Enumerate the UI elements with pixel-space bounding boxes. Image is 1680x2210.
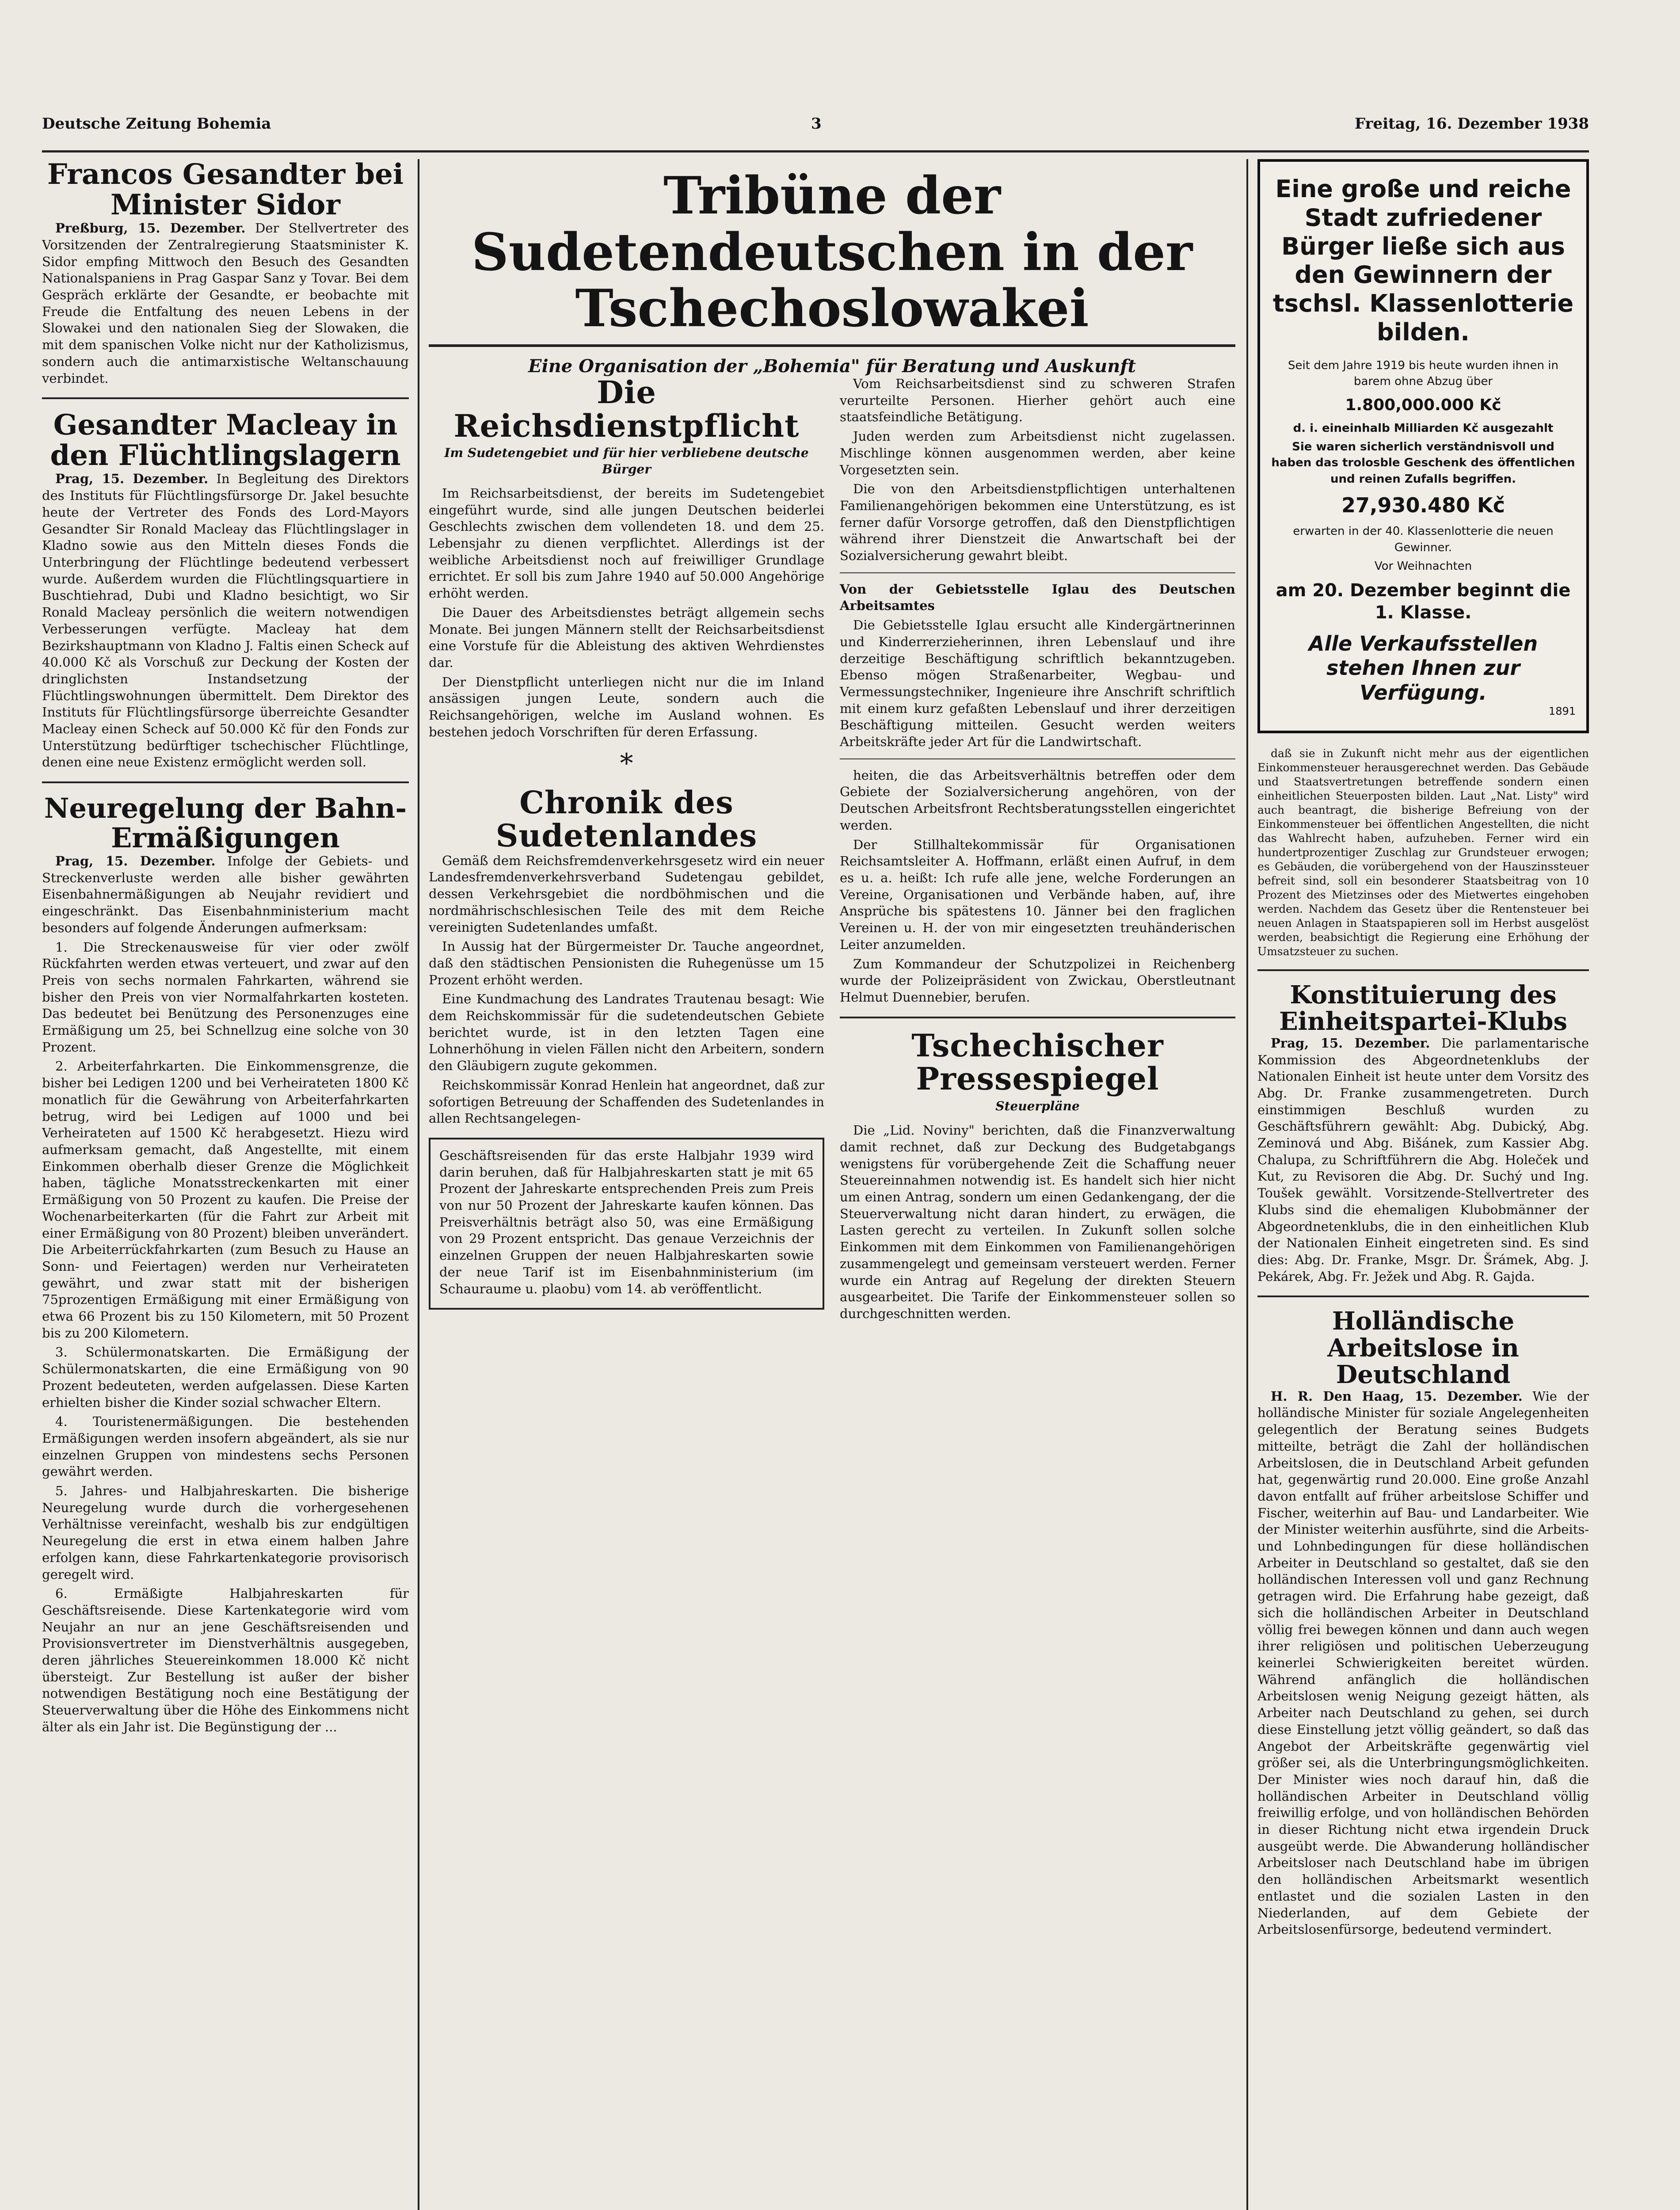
article-title: Francos Gesandter bei Minister Sidor (47, 159, 404, 222)
ad-headline: Eine große und reiche Stadt zufriedener Bürger ließe sich aus den Gewinnern der tschsl. Klassenlotterie bilden. (1272, 175, 1574, 346)
article-paragraph: 2. Arbeiterfahrkarten. Die Einkommensgrenze, die bisher bei Ledigen 1200 und bei Verheirateten 1800 Kč monatlich für die Gewährung von Arbeiterfahrkarten betrug, wird bei Ledigen auf 1000 und bei Verheirateten auf 1500 Kč herabgesetzt. Hiezu wird aufmerksam gemacht, daß Angestellte, mit einem Einkommen oberhalb dieser Grenze die Möglichkeit haben, tägliche Monatsstreckenkarten mit einer Ermäßigung von 50 Prozent zu kaufen. Die Preise der Wochenarbeiterkarten (für die Fahrt zur Arbeit mit einer Ermäßigung von 80 Prozent) bleiben unverändert. Die Arbeiterrückfahrkarten (zum Besuch zu Hause an Sonn- und Feiertagen) werden nur Verheirateten gewährt, und zwar statt mit der bisherigen 75prozentigen Ermäßigung mit einer Ermäßigung von etwa 66 Prozent bis zu 150 Kilometern, mit 50 Prozent bis zu 200 Kilometern. (42, 1059, 409, 1341)
article-title: Die Reichsdienstpflicht (453, 374, 800, 444)
article-title: Gesandter Macleay in den Flüchtlingslagern (50, 408, 401, 472)
article-title: Konstituierung des Einheitspartei-Klubs (1279, 980, 1567, 1036)
divider (840, 572, 1235, 573)
header-rule (42, 150, 1589, 152)
article-paragraph: Die Dauer des Arbeitsdienstes beträgt allgemein sechs Monate. Bei jungen Männern stellt der Reichsarbeitsdienst eine Vorstufe für die Ableistung des aktiven Wehrdienstes dar. (429, 605, 824, 670)
article-paragraph: Gemäß dem Reichsfremdenverkehrsgesetz wird ein neuer Landesfremdenverkehrsverband Sudetengau gebildet, dessen Verkehrsgebiet die nordböhmischen und die nordmährischschlesischen Teile des mit dem Reiche vereinigten Sudetenlandes umfaßt. (429, 853, 824, 935)
article-paragraph: Die Gebietsstelle Iglau ersucht alle Kindergärtnerinnen und Kinderrerzieherinnen, ihren Lebenslauf und ihre derzeitige Beschäftigung schriftlich bekanntzugeben. Ebenso mögen Straßenarbeiter, Wegbau- und Vermessungstechniker, Ingenieure ihre Anschrift schriftlich mit einem kurz gefaßten Lebenslauf und ihrer derzeitigen Beschäftigung mitteilen. Gesucht werden weiters Arbeitskräfte jeder Art für die Landwirtschaft. (840, 617, 1235, 750)
tribune-right-column (840, 376, 1235, 1325)
ad-text: erwarten in der 40. Klassenlotterie die neuen Gewinner. (1293, 525, 1554, 554)
ad-start-date: am 20. Dezember beginnt die 1. Klasse. (1276, 580, 1571, 623)
left-column (42, 159, 409, 1738)
article-macleay (42, 410, 409, 771)
article-paragraph: 3. Schülermonatskarten. Die Ermäßigung der Schülermonatskarten, die eine Ermäßigung von 90 Prozent bedeuteten, werden aufgelassen. Diese Karten erhielten bisher die Kinder sozial schwacher Eltern. (42, 1345, 409, 1410)
article-klubs (1257, 982, 1589, 1285)
article-body: H. R. Den Haag, 15. Dezember. Wie der holländische Minister für soziale Angelegenheiten gelegentlich der Beratung seines Budgets mitteilte, beträgt die Zahl der holländischen Arbeitslosen, die in Deutschland Arbeit gefunden hat, gegenwärtig rund 20.000. Eine große Anzahl davon entfallt auf früher arbeitslose Schiffer und Fischer, weiterhin auf Bau- und Landarbeiter. Wie der Minister weiterhin ausführte, sind die Arbeits- und Lohnbedingungen für diese holländischen Arbeiter in Deutschland so gestaltet, daß sie den holländischen Interessen voll und ganz Rechnung getragen wird. Die Erfahrung habe gezeigt, daß sich die holländischen Arbeiter in Deutschland völlig frei bewegen können und dann auch wegen ihrer religiösen und politischen Ueberzeugung keinerlei Schwierigkeiten bereitet würden. Während anfänglich die holländischen Arbeitslosen wenig Neigung gezeigt hätten, als Arbeiter nach Deutschland zu gehen, sei durch diese Einstellung jetzt völlig geändert, so daß das Angebot der Arbeitskräfte gegenwärtig viel größer sei, als die Unterbringungsmöglichkeiten. Der Minister wies noch darauf hin, daß die holländischen Arbeiter in Deutschland völlig freiwillig erfolge, und von holländischen Behörden in dieser Richtung nicht etwa irgendein Druck ausgeübt werde. Die Abwanderung holländischer Arbeitsloser nach Deutschland habe im übrigen den holländischen Arbeitsmarkt wesentlich entlastet und die sozialen Lasten in den Niederlanden, auf dem Gebiete der Arbeitslosenfürsorge, bedeutend vermindert. (1257, 1388, 1589, 1937)
divider (42, 397, 409, 399)
tribune-left-column (429, 376, 824, 1310)
ad-text: Seit dem Jahre 1919 bis heute wurden ihnen in barem ohne Abzug über (1288, 358, 1558, 389)
running-header (42, 110, 1589, 146)
article-paragraph: Die von den Arbeitsdienstpflichtigen unterhaltenen Familienangehörigen bekommen eine Unterstützung, es ist ferner dafür Vorsorge getroffen, daß den Dienstpflichtigen während ihrer Dienstzeit die Anwartschaft bei der Sozialversicherung gewahrt bleibt. (840, 481, 1235, 564)
divider (840, 1017, 1235, 1018)
article-paragraph: 1. Die Streckenausweise für vier oder zwölf Rückfahrten werden etwas verteuert, und zwar auf den Preis von sechs normalen Fahrkarten, während sie bisher den Preis von vier Normalfahrkarten kosteten. Das bedeutet bei Benützung des Personenzuges eine Ermäßigung um 25, bei Schnellzug eine solche von 30 Prozent. (42, 939, 409, 1055)
newspaper-page (42, 102, 1589, 2210)
article-paragraph: Der Stillhaltekommissär für Organisationen Reichsamtsleiter A. Hoffmann, erläßt einen Aufruf, in dem es u. a. heißt: Ich rufe alle jene, welche Forderungen an Vereine, Organisationen und Verbände haben, auf, ihre Ansprüche bis spätestens 10. Jänner bei den fraglichen Vereinen u. H. der von mir eingesetzten treuhänderischen Leiter anzumelden. (840, 837, 1235, 952)
article-paragraph: daß sie in Zukunft nicht mehr aus der eigentlichen Einkommensteuer herausgerechnet werden. Das Gebäude und Staatsvertretungen betreffende sondern einen einheitlichen Steuerposten bilden. Laut „Nat. Listy" wird auch beantragt, die bisherige Befreiung von der Einkommensteuer bei öffentlichen Angestellten, die nicht das Wahlrecht haben, aufzuheben. Ferner wird ein hundertprozentiger Zuschlag zur Grundsteuer erwogen; es Gebäuden, die vorübergehend von der Hauszinssteuer befreit sind, soll ein besonderer Staatsbeitrag von 10 Prozent des Mietzinses oder des Mietwertes eingehoben werden. Nachdem das Gesetz über die Rentensteuer bei neuen Anlagen in Staatspapieren soll im Herbst ausgelöst werden, beabsichtigt die Regierung eine Erhöhung der Umsatzsteuer zu suchen. (1257, 747, 1589, 958)
column-separator (418, 159, 419, 2210)
article-body: Preßburg, 15. Dezember. Der Stellvertreter des Vorsitzenden der Zentralregierung Staatsminister K. Sidor empfing Mittwoch den Besuch des Gesandten Nationalspaniens in Prag Gaspar Sanz y Tovar. Bei dem Gespräch erklärte der Gesandte, er beobachte mit Freude die Entfaltung des neuen Lebens in der Slowakei und den nationalen Sieg der Slowaken, die mit dem spanischen Volke nicht nur der Katholizismus, sondern auch die antimarxistische Weltanschauung verbindet. (42, 221, 409, 386)
article-paragraph: 6. Ermäßigte Halbjahreskarten für Geschäftsreisende. Diese Kartenkategorie wird vom Neujahr an nur an jene Geschäftsreisenden und Provisionsvertreter im Dienstverhältnis ausgegeben, deren jährliches Steuereinkommen 18.000 Kč nicht übersteigt. Zur Bestellung ist außer der bisher notwendigen Bestätigung noch eine Bestätigung der Steuerverwaltung über die Höhe des Einkommens nicht älter als ein Jahr ist. Die Begünstigung der ... (42, 1586, 409, 1734)
divider (429, 344, 1235, 347)
divider (1257, 969, 1589, 971)
tribune-section (429, 159, 1235, 2210)
article-paragraph: Eine Kundmachung des Landrates Trautenau besagt: Wie dem Reichskommissär für die sudetendeutschen Gebiete berichtet wurde, ist in den letzten Tagen eine Lohnerhöhung in vielen Fällen nicht den Arbeitern, sondern den Gläubigern zugute gekommen. (429, 991, 824, 1074)
header-paper-name: Deutsche Zeitung Bohemia (42, 115, 271, 133)
article-title: Chronik des Sudetenlandes (495, 784, 758, 854)
article-paragraph: Reichskommissär Konrad Henlein hat angeordnet, daß zur sofortigen Betreuung der Schaffenden des Sudetenlandes in allen Rechtsangelegen- (429, 1077, 824, 1126)
article-body: Prag, 15. Dezember. In Begleitung des Direktors des Instituts für Flüchtlingsfürsorge Dr. Jakel besuchte heute der Vertreter des Fonds des Lord-Mayors Gesandter Sir Ronald Macleay das Flüchtlingslager in Kladno sowie aus den Mitteln dieses Fonds die Unterbringung der Flüchtlinge bedeutend verbessert wurde. Außerdem wurden die Flüchtlingsquartiere in Buschtiehrad, Dubi und Kladno besichtigt, wo Sir Ronald Macleay persönlich die weitern notwendigen Verbesserungen verfügte. Macleay hat dem Bezirkshauptmann von Kladno J. Faltis einen Scheck auf 40.000 Kč als Vorschuß zur Deckung der Kosten der dringlichsten Instandsetzung der Flüchtlingswohnungen übermittelt. Dem Direktor des Instituts für Flüchtlingsfürsorge überreichte Gesandter Macleay einen Scheck auf 50.000 Kč für den Fonds zur Unterstützung bedürftiger tschechischer Flüchtlinge, denen eine neue Existenz ermöglicht werden soll. (42, 471, 409, 770)
article-title: Neuregelung der Bahn-Ermäßigungen (44, 792, 407, 854)
ad-text: d. i. eineinhalb Milliarden Kč ausgezahlt (1293, 421, 1554, 435)
article-paragraph: Zum Kommandeur der Schutzpolizei in Reichenberg wurde der Polizeipräsident von Zwickau, Oberstleutnant Helmut Duennebier, berufen. (840, 956, 1235, 1005)
asterisk-divider: * (620, 747, 633, 779)
column-separator (1246, 159, 1248, 2210)
article-subtitle: Im Sudetengebiet und für hier verbliebene deutsche Bürger (444, 446, 809, 476)
article-paragraph: Vom Reichsarbeitsdienst sind zu schweren Strafen verurteilte Personen. Hierher gehört auch eine staatsfeindliche Betätigung. (840, 376, 1235, 425)
article-paragraph: Juden werden zum Arbeitsdienst nicht zugelassen. Mischlinge können ausgenommen werden, aber keine Vorgesetzten sein. (840, 429, 1235, 477)
article-paragraph: 5. Jahres- und Halbjahreskarten. Die bisherige Neuregelung wurde durch die vorhergesehenen Verhältnisse vereinfacht, weshalb bis zur endgültigen Neuregelung die erst in etwa einem halben Jahre erfolgen kann, diese Fahrkartenkategorie provisorisch geregelt wird. (42, 1483, 409, 1582)
article-subtitle: Steuerpläne (995, 1098, 1080, 1113)
boxed-note (429, 1138, 824, 1310)
article-title: Von der Gebietsstelle Iglau des Deutschen Arbeitsamtes (840, 581, 1235, 613)
article-paragraph: 4. Touristenermäßigungen. Die bestehenden Ermäßigungen werden insofern abgeändert, als sie nur einzelnen Gruppen von mindestens sechs Personen gewährt werden. (42, 1414, 409, 1479)
boxed-note-text: Geschäftsreisenden für das erste Halbjahr 1939 wird darin beruhen, daß für Halbjahreskarten statt je mit 65 Prozent der Jahreskarte entsprechenden Preis zum Preis von nur 50 Prozent der Jahreskarte kaufen können. Das Preisverhältnis beträgt also 50, was eine Ermäßigung von 29 Prozent entspricht. Das genaue Verzeichnis der einzelnen Gruppen der neuen Halbjahreskarten sowie der neue Tarif ist im Eisenbahnministerium (im Schauraume u. plaobu) vom 14. ab veröffentlicht. (439, 1147, 814, 1296)
ad-amount: 27,930.480 Kč (1341, 493, 1505, 518)
article-paragraph: Die „Lid. Noviny" berichten, daß die Finanzverwaltung damit rechnet, daß zur Deckung des Budgetabgangs wenigstens für vorübergehende Zeit die Schaffung neuer Steuereinnahmen notwendig ist. Es handelt sich hier nicht um einen Antrag, sondern um einen Gedankengang, der die Steuerverwaltung nicht daran hindert, zu erwägen, die Lasten gerecht zu verteilen. In Zukunft sollen solche Einkommen mit dem Einkommen von Familienangehörigen zusammengelegt und gemeinsam versteuert werden. Ferner wurde ein Antrag auf Regelung der direkten Steuern ausgearbeitet. Die Tarife der Einkommensteuer sollen so durchgeschnitten werden. (840, 1123, 1235, 1321)
ad-amount: 1.800,000.000 Kč (1345, 396, 1501, 414)
article-paragraph: heiten, die das Arbeitsverhältnis betreffen oder dem Gebiete der Sozialversicherung angehören, von der Deutschen Arbeitsfront Rechtsberatungsstellen eingerichtet werden. (840, 767, 1235, 833)
article-paragraph: Der Dienstpflicht unterliegen nicht nur die im Inland ansässigen jungen Leute, sondern auch die Reichsangehörigen, welche im Ausland wohnen. Es bestehen jedoch Vorschriften für deren Erfassung. (429, 674, 824, 739)
divider (840, 758, 1235, 759)
ad-text: Sie waren sicherlich verständnisvoll und haben das trolosble Geschenk des öffentlichen und reinen Zufalls begriffen. (1271, 440, 1575, 486)
article-paragraph: Im Reichsarbeitsdienst, der bereits im Sudetengebiet eingeführt wurde, sind alle jungen Deutschen beiderlei Geschlechts zwischen dem vollendeten 18. und dem 25. Lebensjahr zu dienen verpflichtet. Allerdings ist der weibliche Arbeitsdienst noch auf freiwilliger Grundlage errichtet. Er soll bis zum Jahre 1940 auf 50.000 Angehörige erhöht werden. (429, 485, 824, 601)
divider (42, 781, 409, 783)
ad-code: 1891 (1548, 705, 1576, 717)
article-franco (42, 159, 409, 387)
ad-closing: Alle Verkaufsstellen stehen Ihnen zur Verfügung. (1308, 632, 1538, 705)
article-title: Holländische Arbeitslose in Deutschland (1327, 1307, 1519, 1390)
article-paragraph: In Aussig hat der Bürgermeister Dr. Tauche angeordnet, daß den städtischen Pensionisten die Ruhegenüsse um 15 Prozent erhöht werden. (429, 939, 824, 987)
article-body: Prag, 15. Dezember. Infolge der Gebiets- und Streckenverluste werden alle bisher gewährten Eisenbahnermäßigungen ab Neujahr revidiert und eingeschränkt. Das Eisenbahnministerium macht besonders auf folgende Änderungen aufmerksam: (42, 854, 409, 935)
lottery-advertisement (1257, 159, 1589, 733)
ad-text: Vor Weihnachten (1374, 559, 1472, 573)
right-column (1257, 159, 1589, 1941)
article-holland (1257, 1308, 1589, 1938)
tribune-title: Tribüne der Sudetendeutschen in der Tschechoslowakei (471, 166, 1193, 339)
tribune-subtitle: Eine Organisation der „Bohemia" für Beratung und Auskunft (528, 355, 1136, 377)
article-title: Tschechischer Pressespiegel (911, 1027, 1164, 1097)
article-body: Prag, 15. Dezember. Die parlamentarische Kommission des Abgeordnetenklubs der Nationalen Einheit ist heute unter dem Vorsitz des Abg. Dr. Franke zusammengetreten. Durch einstimmigen Beschluß wurden zu Geschäftsführern gewählt: Abg. Dubický, Abg. Zeminová und Abg. Bišánek, zum Kassier Abg. Chalupa, zu Schriftführern die Abg. Holeček und Kut, zu Revisoren die Abg. Dr. Suchý und Ing. Toušek gewählt. Vorsitzende-Stellvertreter des Klubs sind die ehemaligen Klubobmänner der Abgeordnetenklubs, die in den einheitlichen Klub der Nationalen Einheit eingetreten sind. Es sind dies: Abg. Dr. Franke, Msgr. Dr. Šrámek, Abg. J. Pekárek, Abg. Fr. Ježek und Abg. R. Gajda. (1257, 1035, 1589, 1284)
header-date: Freitag, 16. Dezember 1938 (1355, 115, 1589, 133)
divider (1257, 1296, 1589, 1297)
header-page-number: 3 (811, 115, 822, 133)
article-bahn (42, 794, 409, 1735)
